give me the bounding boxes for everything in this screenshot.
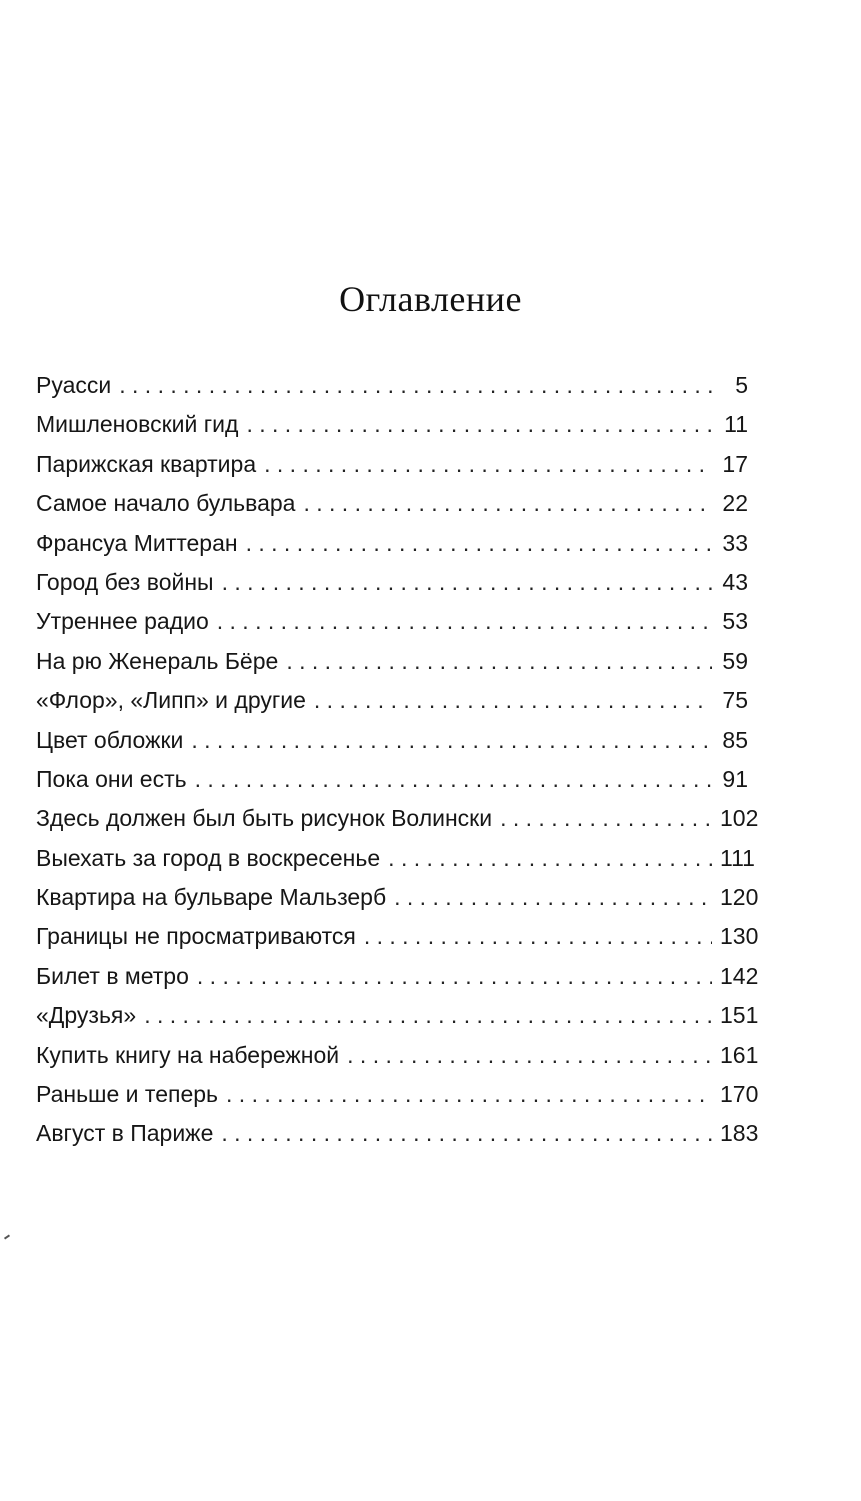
toc-entry-page: 111 [720, 844, 755, 871]
toc-entry [36, 923, 759, 962]
toc-entry-title: Город без войны [36, 568, 214, 595]
toc-entry-page: 85 [722, 726, 748, 753]
toc-entry-title: «Флор», «Липп» и другие [36, 687, 306, 714]
dot-leader [197, 963, 712, 990]
toc-entry-title: Франсуа Миттеран [36, 529, 238, 556]
toc-entry-page: 33 [722, 529, 748, 556]
toc-entry-title: Границы не просматриваются [36, 923, 356, 950]
toc-entry [36, 530, 748, 569]
dot-leader [388, 845, 712, 872]
toc-entry [36, 608, 748, 647]
toc-entry-page: 170 [720, 1081, 759, 1108]
toc-entry-page: 91 [722, 765, 748, 792]
toc-entry [36, 451, 748, 490]
toc-entry-page: 75 [722, 687, 748, 714]
toc-entry-title: На рю Женераль Бёре [36, 647, 279, 674]
toc-entry [36, 687, 748, 726]
toc-entry-title: Мишленовский гид [36, 411, 239, 438]
toc-entry [36, 1120, 759, 1159]
toc-entry-page: 17 [722, 450, 748, 477]
toc-entry-title: Самое начало бульвара [36, 490, 296, 517]
toc-entry [36, 727, 748, 766]
toc-entry-title: Утреннее радио [36, 608, 209, 635]
toc-entry-page: 130 [720, 923, 759, 950]
toc-entry [36, 1041, 759, 1081]
toc-entry [36, 805, 759, 844]
toc-entry-title: Раньше и теперь [36, 1081, 219, 1108]
toc-entry-page: 120 [720, 884, 759, 911]
dot-leader [221, 1120, 712, 1147]
toc-entry-page: 22 [722, 490, 748, 517]
toc-entry [36, 411, 748, 450]
toc-entry [36, 372, 748, 411]
toc-entry-page: 102 [720, 805, 759, 832]
dot-leader [364, 923, 712, 950]
toc-entry-page: 142 [720, 962, 759, 989]
toc-entry-page: 183 [720, 1120, 759, 1147]
toc-entry-page: 43 [722, 568, 748, 595]
toc-entry-title: Выехать за город в воскресенье [36, 844, 381, 871]
dot-leader [246, 411, 712, 438]
toc-entry-page: 53 [722, 608, 748, 635]
toc-entry-page: 161 [720, 1041, 759, 1068]
dot-leader [314, 687, 712, 714]
toc-entry-title: Цвет обложки [36, 726, 184, 753]
toc-entry-title: Здесь должен был быть рисунок Волински [36, 805, 493, 832]
toc-entry [36, 1002, 759, 1041]
dot-leader [217, 608, 712, 635]
toc-entry-title: «Друзья» [36, 1002, 137, 1029]
toc-entry-title: Пока они есть [36, 765, 187, 792]
dot-leader [347, 1042, 712, 1069]
toc-entry [36, 1081, 759, 1120]
dot-leader [191, 727, 712, 754]
dot-leader [286, 648, 712, 675]
dot-leader [119, 372, 712, 399]
toc-entry-title: Руасси [36, 372, 112, 398]
dot-leader [246, 530, 712, 557]
dot-leader [500, 805, 712, 832]
toc-entry [36, 569, 748, 608]
table-of-contents [36, 372, 759, 1160]
toc-entry-title: Парижская квартира [36, 450, 257, 477]
toc-entry [36, 648, 748, 687]
toc-entry [36, 766, 748, 805]
dot-leader [144, 1002, 712, 1029]
toc-entry [36, 844, 755, 884]
toc-entry-title: Купить книгу на набережной [36, 1041, 340, 1068]
toc-entry-title: Квартира на бульваре Мальзерб [36, 884, 387, 911]
toc-entry-title: Билет в метро [36, 962, 189, 989]
dot-leader [226, 1081, 712, 1108]
toc-entry [36, 962, 759, 1002]
toc-entry-page: 151 [720, 1002, 759, 1029]
dot-leader [394, 884, 712, 911]
toc-entry-title: Август в Париже [36, 1120, 214, 1147]
dot-leader [195, 766, 712, 793]
toc-entry-page: 59 [722, 647, 748, 674]
toc-entry [36, 884, 759, 923]
page-title: Оглавление [339, 279, 522, 319]
toc-entry-page: 11 [724, 411, 748, 438]
toc-entry-page: 5 [735, 372, 748, 398]
stray-ink-mark [4, 1234, 10, 1239]
toc-entry [36, 490, 748, 529]
dot-leader [264, 451, 712, 478]
dot-leader [303, 490, 712, 517]
dot-leader [222, 569, 712, 596]
